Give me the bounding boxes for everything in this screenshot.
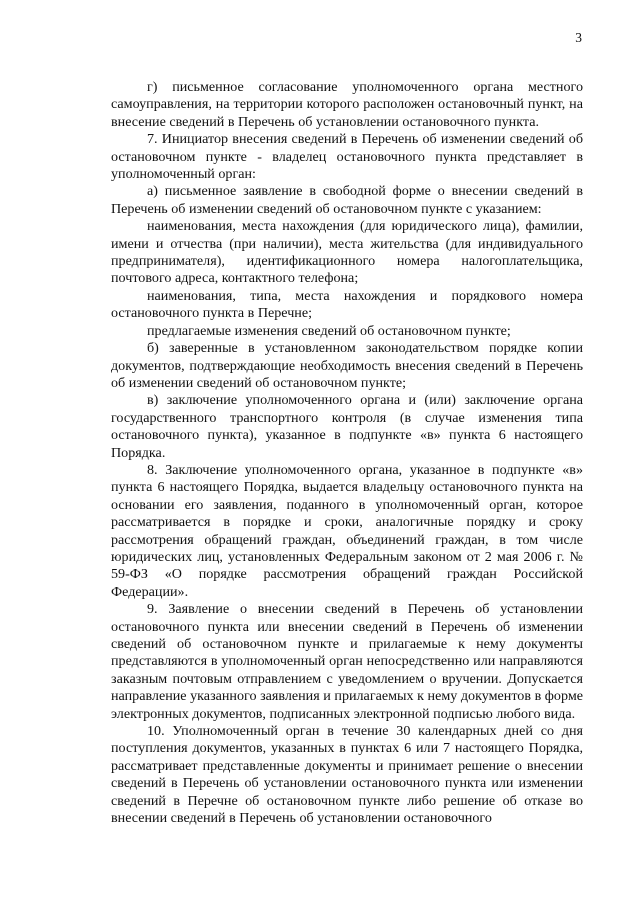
paragraph-section-7: 7. Инициатор внесения сведений в Перечень об изменении сведений об остановочном пункте - владелец остановочного пункта представляет в уполномоченный орган:: [111, 131, 583, 183]
paragraph-stop-details: наименования, типа, места нахождения и порядкового номера остановочного пункта в Перечне;: [111, 287, 583, 322]
page-number: 3: [575, 30, 582, 45]
paragraph-proposed-changes: предлагаемые изменения сведений об остановочном пункте;: [147, 322, 511, 339]
paragraph-applicant-details: наименования, места нахождения (для юридического лица), фамилии, имени и отчества (при наличии), места жительства (для индивидуального предпринимателя), идентификационного номера налогоплательщика, почтового адреса, контактного телефона;: [111, 218, 583, 287]
paragraph-item-b: б) заверенные в установленном законодательством порядке копии документов, подтверждающие необходимость внесения сведений в Перечень об изменении сведений об остановочном пункте;: [111, 340, 583, 391]
document-body: [111, 79, 583, 827]
paragraph-item-v: в) заключение уполномоченного органа и (или) заключение органа государственного транспортного контроля (в случае изменения типа остановочного пункта), указанное в подпункте «в» пункта 6 настоящего Порядка.: [111, 392, 583, 461]
paragraph-section-10: 10. Уполномоченный орган в течение 30 календарных дней со дня поступления документов, указанных в пунктах 6 или 7 настоящего Порядка, рассматривает представленные документы и принимает решение о внесении сведений в Перечень об установлении остановочного пункта или изменении сведений в Перечне об остановочном пункте либо решение об отказе во внесении сведений в Перечень об установлении остановочного: [111, 723, 583, 827]
paragraph-item-g: г) письменное согласование уполномоченного органа местного самоуправления, на территории которого расположен остановочный пункт, на внесение сведений в Перечень об установлении остановочного пункта.: [111, 79, 583, 130]
paragraph-section-8: 8. Заключение уполномоченного органа, указанное в подпункте «в» пункта 6 настоящего Порядка, выдается владельцу остановочного пункта на основании его заявления, поданного в уполномоченный орган, которое рассматривается в порядке и сроки, аналогичные порядку и сроку рассмотрения обращений граждан, объединений граждан, в том числе юридических лиц, установленных Федеральным законом от 2 мая 2006 г. № 59-ФЗ «О порядке рассмотрения обращений граждан Российской Федерации».: [111, 461, 583, 600]
paragraph-section-9: 9. Заявление о внесении сведений в Перечень об установлении остановочного пункта или внесении сведений в Перечень об изменении сведений об остановочном пункте и прилагаемые к нему документы представляются в уполномоченный орган непосредственно или направляются заказным почтовым отправлением с уведомлением о вручении. Допускается направление указанного заявления и прилагаемых к нему документов в форме электронных документов, подписанных электронной подписью любого вида.: [111, 601, 583, 722]
paragraph-item-a: а) письменное заявление в свободной форме о внесении сведений в Перечень об изменении сведений об остановочном пункте с указанием:: [111, 183, 583, 217]
